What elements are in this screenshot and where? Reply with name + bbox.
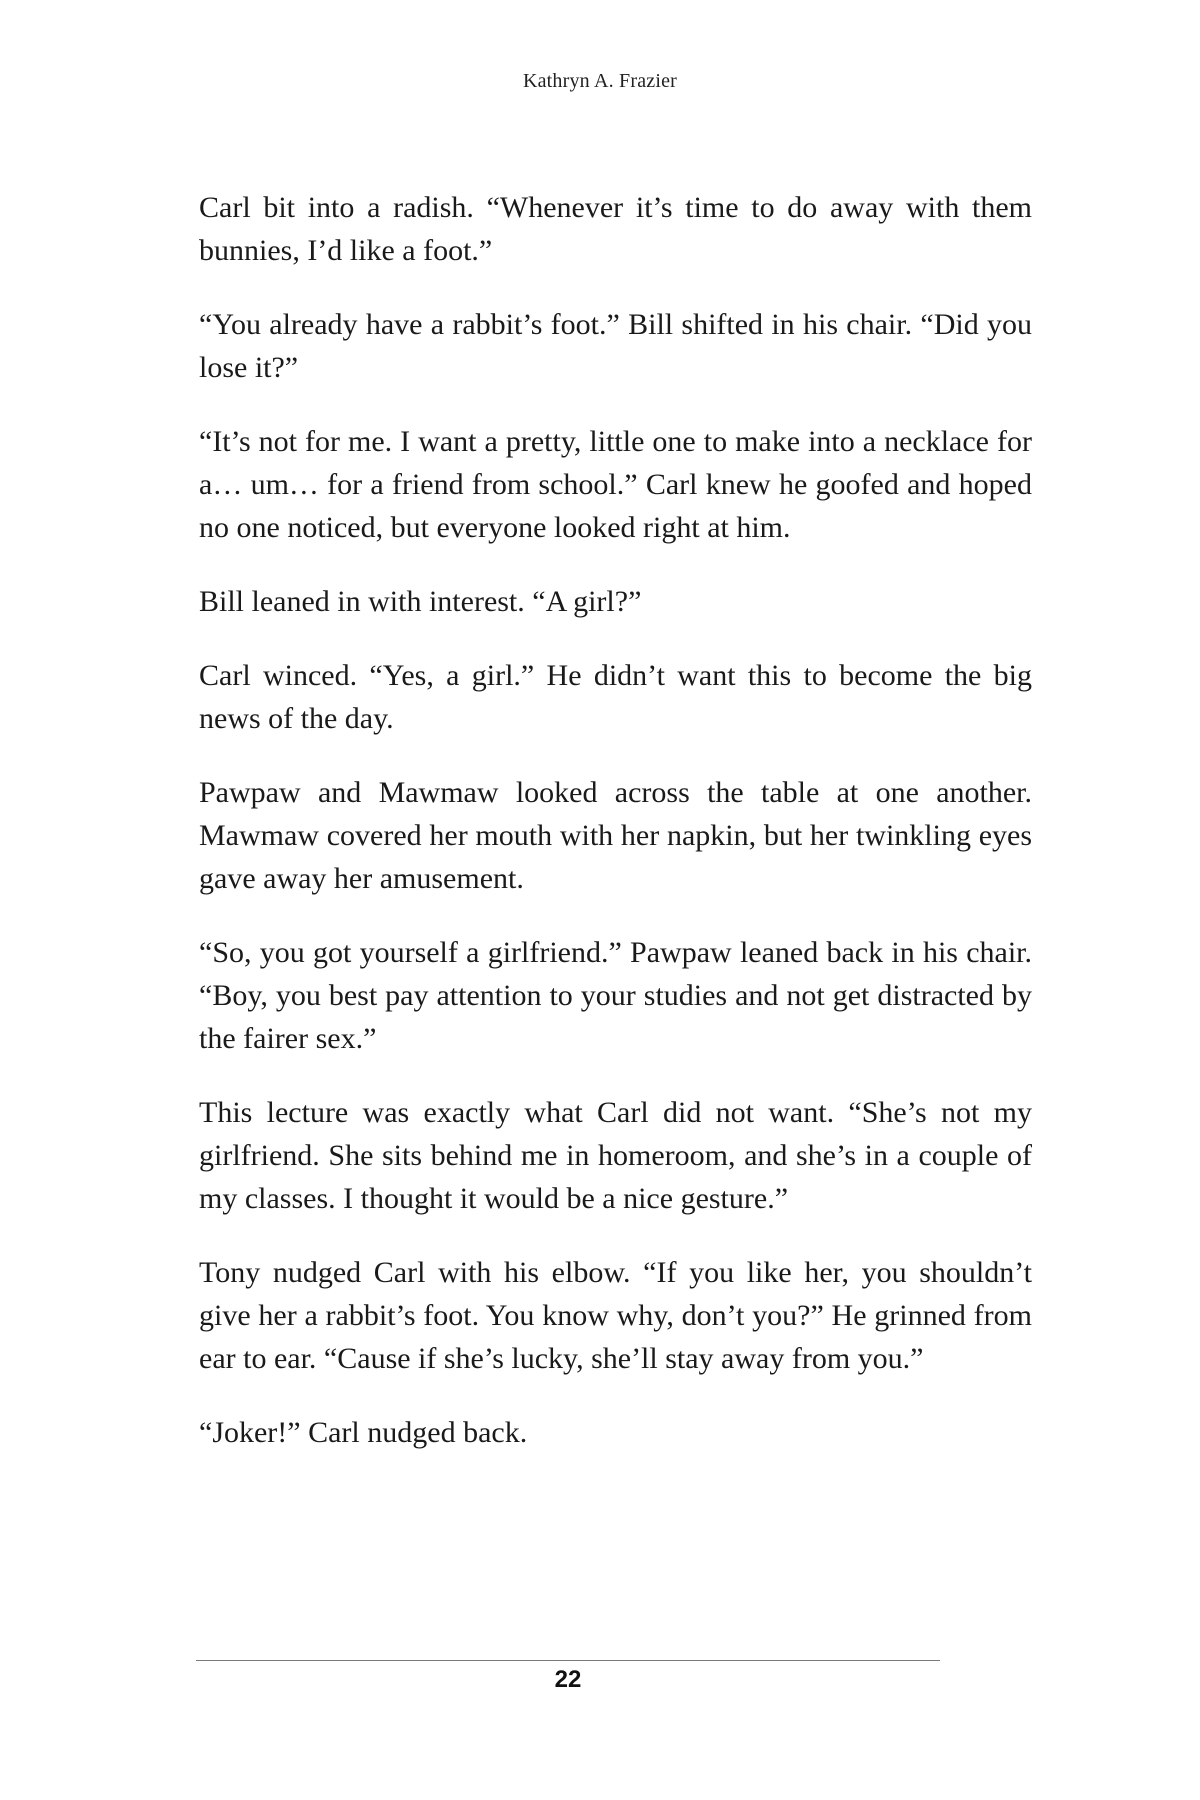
- paragraph: Pawpaw and Mawmaw looked across the table at one another. Mawmaw covered her mouth with her napkin, but her twinkling eyes gave away her amusement.: [199, 776, 1032, 895]
- paragraph: Carl winced. “Yes, a girl.” He didn’t want this to become the big news of the day.: [199, 659, 1032, 735]
- paragraph: “Joker!” Carl nudged back.: [199, 1416, 528, 1449]
- paragraph: Tony nudged Carl with his elbow. “If you like her, you shouldn’t give her a rabbit’s foot. You know why, don’t you?” He grinned from ear to ear. “Cause if she’s lucky, she’ll stay away from you.”: [199, 1256, 1032, 1375]
- body-text: [199, 186, 1032, 1454]
- paragraph: Bill leaned in with interest. “A girl?”: [199, 585, 642, 618]
- page-number: 22: [554, 1666, 582, 1693]
- running-header-author: Kathryn A. Frazier: [522, 70, 678, 92]
- paragraph: “So, you got yourself a girlfriend.” Pawpaw leaned back in his chair. “Boy, you best pay attention to your studies and not get distracted by the fairer sex.”: [199, 936, 1032, 1055]
- footer-divider: [196, 1660, 940, 1661]
- paragraph: This lecture was exactly what Carl did not want. “She’s not my girlfriend. She sits behind me in homeroom, and she’s in a couple of my classes. I thought it would be a nice gesture.”: [199, 1096, 1032, 1215]
- paragraph: “You already have a rabbit’s foot.” Bill shifted in his chair. “Did you lose it?”: [199, 308, 1032, 384]
- paragraph: “It’s not for me. I want a pretty, little one to make into a necklace for a… um… for a friend from school.” Carl knew he goofed and hoped no one noticed, but everyone looked right at him.: [199, 425, 1032, 544]
- paragraph: Carl bit into a radish. “Whenever it’s time to do away with them bunnies, I’d like a foot.”: [199, 191, 1032, 267]
